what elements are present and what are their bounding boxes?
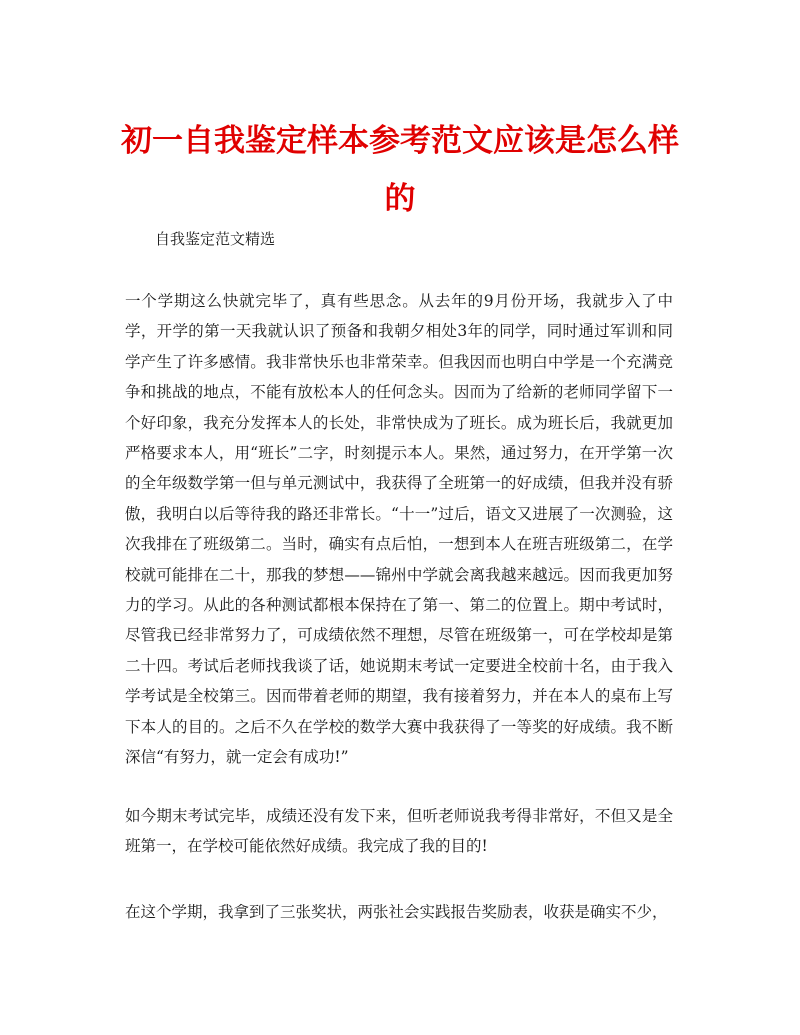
document-title: 初一自我鉴定样本参考范文应该是怎么样的 — [121, 123, 679, 217]
body-paragraph-3: 在这个学期，我拿到了三张奖状，两张社会实践报告奖励表，收获是确实不少， — [125, 903, 668, 921]
document-subtitle: 自我鉴定范文精选 — [155, 230, 276, 248]
body-paragraph-2: 如今期末考试完毕，成绩还没有发下来，但听老师说我考得非常好，不但又是全班第一，在学校可能依然好成绩。我完成了我的目的! — [125, 807, 673, 856]
body-paragraph-1: 一个学期这么快就完毕了，真有些思念。从去年的9月份开场，我就步入了中学，开学的第一天我就认识了预备和我朝夕相处3年的同学，同时通过军训和同学产生了许多感情。我非常快乐也非常荣幸。但我因而也明白中学是一个充满竞争和挑战的地点，不能有放松本人的任何念头。因而为了给新的老师同学留下一个好印象，我充分发挥本人的长处，非常快成为了班长。成为班长后，我就更加严格要求本人，用“班长”二字，时刻提示本人。果然，通过努力，在开学第一次的全年级数学第一但与单元测试中，我获得了全班第一的好成绩，但我并没有骄傲，我明白以后等待我的路还非常长。“十一”过后，语文又进展了一次测验，这次我排在了班级第二。当时，确实有点后怕，一想到本人在班吉班级第二，在学校就可能排在二十，那我的梦想——锦州中学就会离我越来越远。因而我更加努力的学习。从此的各种测试都根本保持在了第一、第二的位置上。期中考试时，尽管我已经非常努力了，可成绩依然不理想，尽管在班级第一，可在学校却是第二十四。考试后老师找我谈了话，她说期末考试一定要进全校前十名，由于我入学考试是全校第三。因而带着老师的期望，我有接着努力，并在本人的桌布上写下本人的目的。之后不久在学校的数学大赛中我获得了一等奖的好成绩。我不断深信“有努力，就一定会有成功!” — [125, 292, 673, 767]
